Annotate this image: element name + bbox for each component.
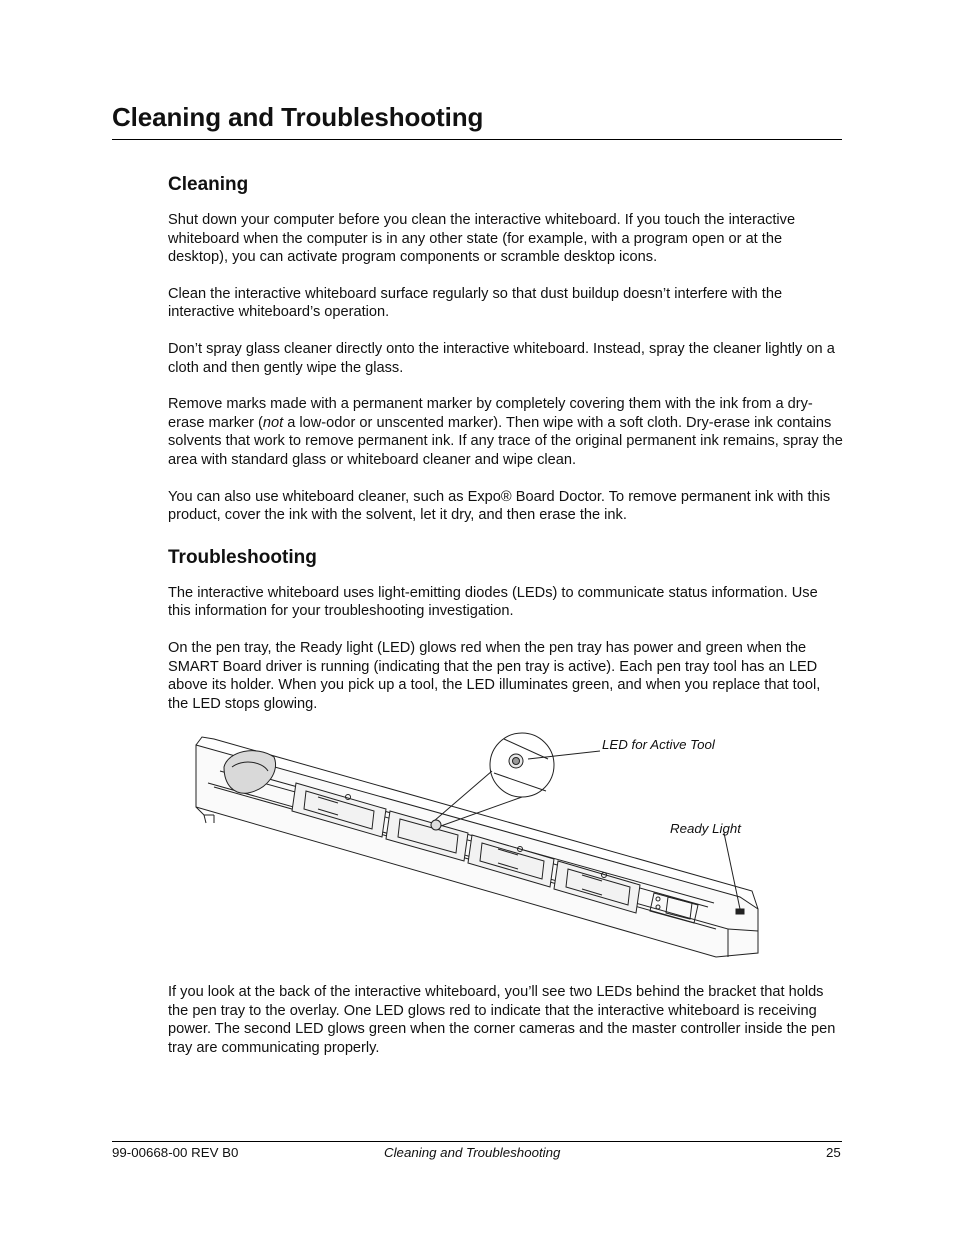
troubleshooting-paragraph-3: If you look at the back of the interactive whiteboard, you’ll see two LEDs behind the bracket that holds the pen tray to the overlay. One LED glows red to indicate that the interactive whiteboard is receiving power. The second LED glows green when the corner cameras and the master controller inside the pen tray are communicating properly. — [168, 984, 836, 1057]
footer-page-number: 25 — [826, 1145, 841, 1160]
cleaning-paragraph-4 — [168, 395, 844, 469]
cleaning-heading: Cleaning — [168, 174, 249, 195]
callout-ready-light: Ready Light — [670, 821, 741, 837]
footer-doc-number: 99-00668-00 REV B0 — [112, 1145, 239, 1160]
cleaning-paragraph-2: Clean the interactive whiteboard surface regularly so that dust buildup doesn’t interfere with the interactive whiteboard’s operation. — [168, 285, 783, 321]
cleaning-paragraph-3: Don’t spray glass cleaner directly onto the interactive whiteboard. Instead, spray the cleaner lightly on a cloth and then gently wipe the glass. — [168, 340, 835, 376]
cleaning-paragraph-4-end: a low-odor or unscented marker). Then wipe with a soft cloth. Dry-erase ink contains solvents that work to remove permanent ink. If any trace of the original permanent ink remains, spray the area with standard glass or whiteboard cleaner and wipe clean. — [168, 414, 843, 468]
page-title: Cleaning and Troubleshooting — [112, 102, 484, 132]
cleaning-paragraph-4-emphasis: not — [262, 414, 284, 431]
cleaning-paragraph-5: You can also use whiteboard cleaner, such as Expo® Board Doctor. To remove permanent ink with this product, cover the ink with the solvent, let it dry, and then erase the ink. — [168, 488, 831, 524]
title-divider — [112, 139, 842, 140]
page-content — [168, 174, 844, 1076]
cleaning-paragraph-4-start: Remove marks made with a permanent marker by completely covering them with the ink from a dry-erase marker ( — [168, 396, 813, 431]
troubleshooting-paragraph-2: On the pen tray, the Ready light (LED) glows red when the pen tray has power and green when the SMART Board driver is running (indicating that the pen tray is active). Each pen tray tool has an LED above its holder. When you pick up a tool, the LED illuminates green, and when you replace that tool, the LED stops glowing. — [168, 639, 821, 712]
pen-tray-illustration — [168, 731, 844, 967]
cleaning-paragraph-1: Shut down your computer before you clean the interactive whiteboard. If you touch the interactive whiteboard when the computer is in any other state (for example, with a program open or at the desktop), you can activate program components or scramble desktop icons. — [168, 212, 796, 266]
footer-divider — [112, 1141, 842, 1142]
troubleshooting-paragraph-1: The interactive whiteboard uses light-emitting diodes (LEDs) to communicate status information. Use this information for your troubleshooting investigation. — [168, 584, 818, 620]
footer-section-title: Cleaning and Troubleshooting — [384, 1145, 561, 1160]
troubleshooting-heading: Troubleshooting — [168, 546, 317, 568]
pen-tray-figure — [168, 731, 844, 967]
callout-led-active-tool: LED for Active Tool — [602, 737, 715, 753]
